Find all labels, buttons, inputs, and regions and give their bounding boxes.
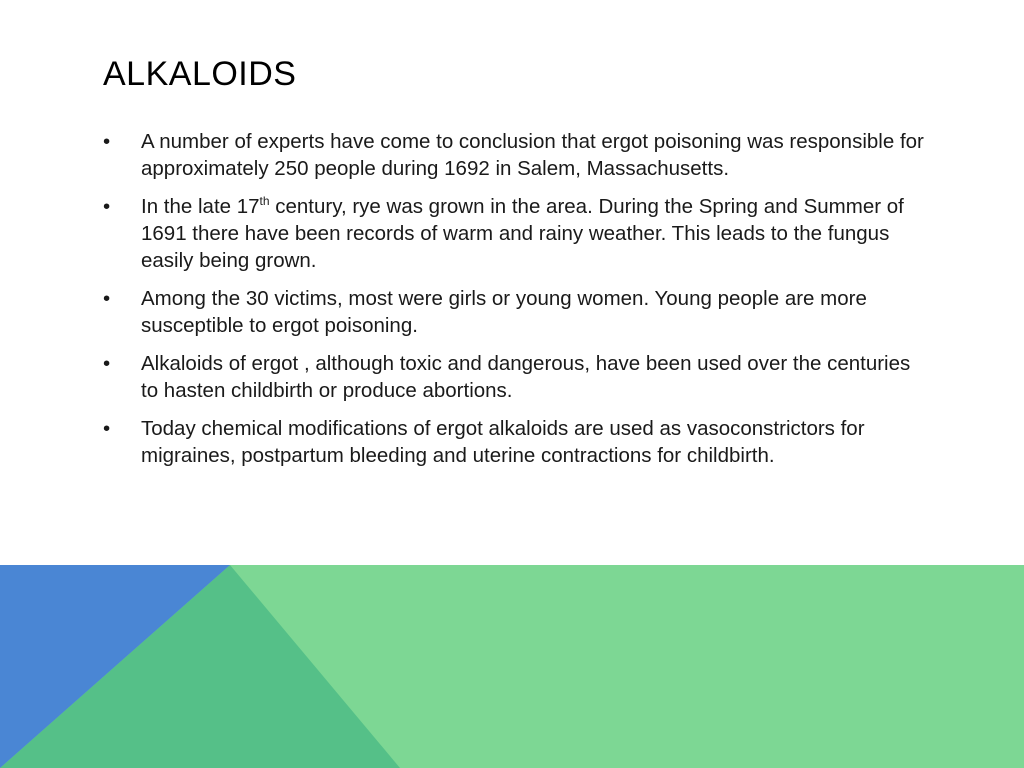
bullet-text: Today chemical modifications of ergot alkaloids are used as vasoconstrictors for migraines, postpartum bleeding and uterine contractions for childbirth. xyxy=(141,417,865,467)
bullet-item xyxy=(103,193,933,274)
bullet-text xyxy=(141,195,904,272)
bullet-item xyxy=(103,415,933,469)
bullet-list xyxy=(103,128,933,480)
bullet-marker: • xyxy=(103,417,111,440)
bullet-item xyxy=(103,285,933,339)
bullet-marker: • xyxy=(103,130,111,153)
bullet-marker: • xyxy=(103,195,111,218)
decorative-footer-band xyxy=(0,565,1024,768)
bullet-text-after: century, rye was grown in the area. During the Spring and Summer of 1691 there have been records of warm and rainy weather. This leads to the fungus easily being grown. xyxy=(141,195,904,272)
bullet-text: Alkaloids of ergot , although toxic and dangerous, have been used over the centuries to hasten childbirth or produce abortions. xyxy=(141,352,911,402)
bullet-text: A number of experts have come to conclusion that ergot poisoning was responsible for approximately 250 people during 1692 in Salem, Massachusetts. xyxy=(141,130,924,180)
bullet-item xyxy=(103,128,933,182)
bullet-marker: • xyxy=(103,352,111,375)
bullet-text: Among the 30 victims, most were girls or young women. Young people are more susceptible to ergot poisoning. xyxy=(141,287,867,337)
bullet-text-before: In the late 17 xyxy=(141,195,260,218)
bullet-item xyxy=(103,350,933,404)
bullet-marker: • xyxy=(103,287,111,310)
superscript: th xyxy=(259,194,270,209)
slide-title: ALKALOIDS xyxy=(103,55,297,93)
